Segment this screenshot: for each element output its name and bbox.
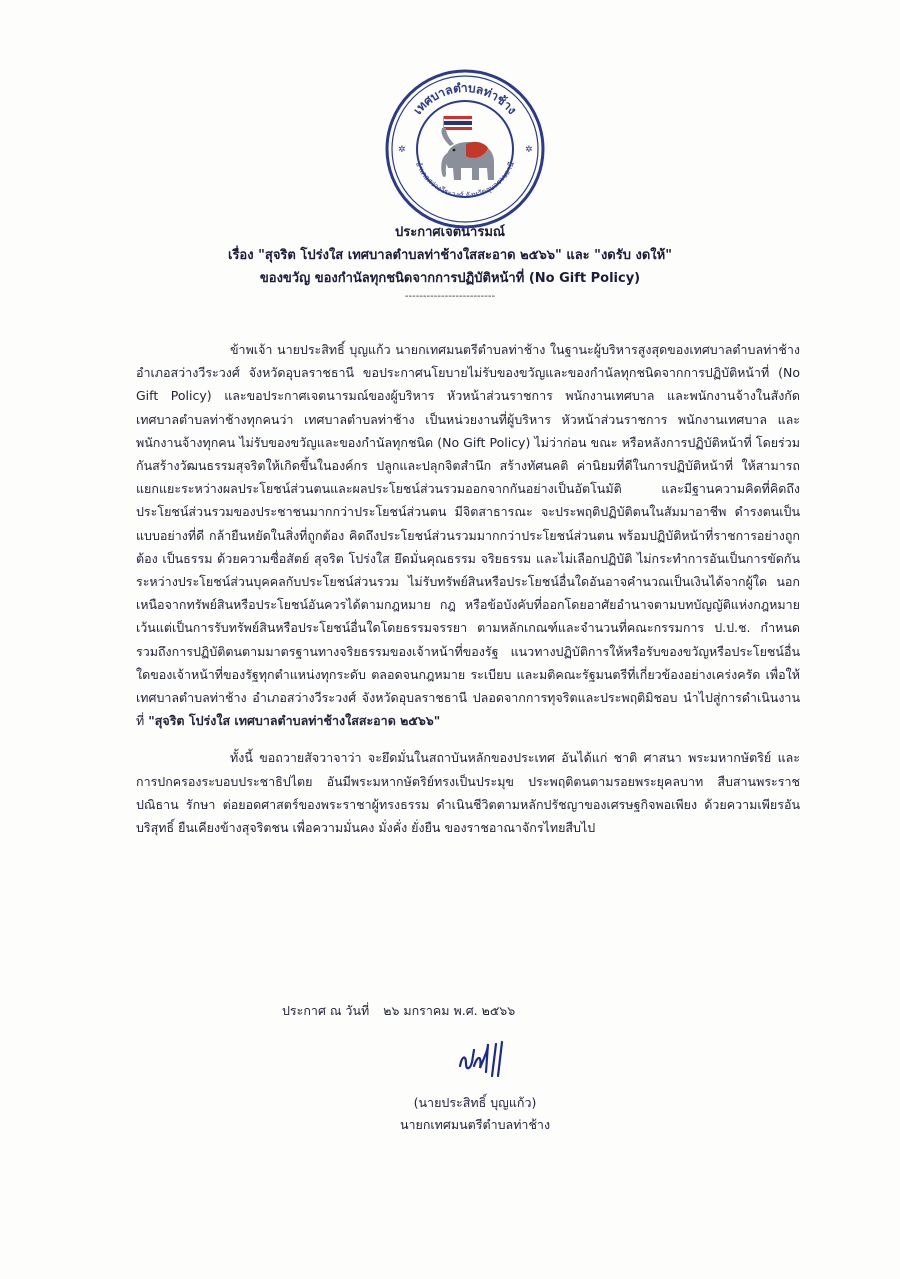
municipality-seal [384, 68, 546, 230]
seal-bottom-text: อำเภอสว่างวีระวงศ์ จังหวัดอุบลราชธานี [413, 160, 516, 200]
flag-icon [444, 116, 472, 138]
announcement-date: ๒๖ มกราคม พ.ศ. ๒๕๖๖ [383, 1003, 516, 1018]
elephant-icon [441, 128, 494, 180]
announcement-date-prefix: ประกาศ ณ วันที่ [282, 1003, 370, 1018]
announcement-body [136, 338, 800, 839]
announcement-date-line [282, 1001, 525, 1021]
announcement-subject-continued: ของขวัญ ของกำนัลทุกชนิดจากการปฏิบัติหน้าที่ (No Gift Policy) [259, 271, 641, 286]
campaign-slogan: "สุจริต โปร่งใส เทศบาลตำบลท่าช้างใสสะอาด ๒๕๖๖" [148, 713, 441, 729]
announcement-title: ประกาศเจตนารมณ์ [395, 225, 505, 240]
signer-name: (นายประสิทธิ์ บุญแก้ว) [413, 1095, 537, 1110]
paragraph-1-text: ข้าพเจ้า นายประสิทธิ์ บุญแก้ว นายกเทศมนตรีตำบลท่าช้าง ในฐานะผู้บริหารสูงสุดของเทศบาลตำบลท่าช้าง อำเภอสว่างวีระวงศ์ จังหวัดอุบลราชธานี ขอประกาศนโยบายไม่รับของขวัญและของกำนัลทุกชนิดจากการปฏิบัติหน้าที่ (No Gift Policy) และขอประกาศเจตนารมณ์ของผู้บริหาร หัวหน้าส่วนราชการ พนักงานเทศบาล และพนักงานจ้างในสังกัดเทศบาลตำบลท่าช้างทุกคนว่า เทศบาลตำบลท่าช้าง เป็นหน่วยงานที่ผู้บริหาร หัวหน้าส่วนราชการ พนักงานเทศบาล และพนักงานจ้างทุกคน ไม่รับของขวัญและของกำนัลทุกชนิด (No Gift Policy) ไม่ว่าก่อน ขณะ หรือหลังการปฏิบัติหน้าที่ โดยร่วมกันสร้างวัฒนธรรมสุจริตให้เกิดขึ้นในองค์กร ปลูกและปลุกจิตสำนึก สร้างทัศนคติ ค่านิยมที่ดีในการปฏิบัติหน้าที่ ให้สามารถแยกแยะระหว่างผลประโยชน์ส่วนตนและผลประโยชน์ส่วนรวมออกจากกันอย่างเป็นอัตโนมัติ และมีฐานความคิดที่คิดถึงประโยชน์ส่วนรวมของประชาชนมากกว่าประโยชน์ส่วนตน มีจิตสาธารณะ จะประพฤติปฏิบัติตนในสัมมาอาชีพ ดำรงตนเป็นแบบอย่างที่ดี กล้ายืนหยัดในสิ่งที่ถูกต้อง คิดถึงประโยชน์ส่วนรวมมากกว่าประโยชน์ส่วนตน พร้อมปฏิบัติหน้าที่ราชการอย่างถูกต้อง เป็นธรรม ด้วยความซื่อสัตย์ สุจริต โปร่งใส ยึดมั่นคุณธรรม จริยธรรม และไม่เลือกปฏิบัติ ไม่กระทำการอันเป็นการขัดกันระหว่างประโยชน์ส่วนบุคคลกับประโยชน์ส่วนรวม ไม่รับทรัพย์สินหรือประโยชน์อื่นใดอันอาจคำนวณเป็นเงินได้จากผู้ใด นอกเหนือจากทรัพย์สินหรือประโยชน์อันควรได้ตามกฎหมาย กฎ หรือข้อบังคับที่ออกโดยอาศัยอำนาจตามบทบัญญัติแห่งกฎหมาย เว้นแต่เป็นการรับทรัพย์สินหรือประโยชน์อื่นใดโดยธรรมจรรยา ตามหลักเกณฑ์และจำนวนที่คณะกรรมการ ป.ป.ช. กำหนด รวมถึงการปฏิบัติตนตามมาตรฐานทางจริยธรรมของเจ้าหน้าที่ของรัฐ แนวทางปฏิบัติการให้หรือรับของขวัญหรือประโยชน์อื่นใดของเจ้าหน้าที่ของรัฐทุกตำแหน่งทุกระดับ ตลอดจนกฎหมาย ระเบียบ และมติคณะรัฐมนตรีที่เกี่ยวข้องอย่างเคร่งครัด เพื่อให้เทศบาลตำบลท่าช้าง อำเภอสว่างวีระวงศ์ จังหวัดอุบลราชธานี ปลอดจากการทุจริตและประพฤติมิชอบ นำไปสู่การดำเนินงานที่ [136, 342, 800, 729]
signer-block [370, 1092, 580, 1136]
announcement-subject: เรื่อง "สุจริต โปร่งใส เทศบาลตำบลท่าช้างใสสะอาด ๒๕๖๖" และ "งดรับ งดให้" [228, 248, 672, 263]
seal-top-text: เทศบาลตำบลท่าช้าง [410, 80, 520, 117]
paragraph-1 [136, 338, 800, 732]
announcement-header [100, 221, 800, 304]
handwritten-signature [454, 1036, 514, 1082]
header-divider: ------------------------- [404, 291, 496, 302]
signer-title: นายกเทศมนตรีตำบลท่าช้าง [399, 1117, 551, 1132]
seal-star-right-icon: ✲ [525, 145, 533, 155]
seal-star-left-icon: ✲ [398, 145, 406, 155]
paragraph-2: ทั้งนี้ ขอถวายสัจวาจาว่า จะยึดมั่นในสถาบันหลักของประเทศ อันได้แก่ ชาติ ศาสนา พระมหากษัตริย์ และการปกครองระบอบประชาธิปไตย อันมีพระมหากษัตริย์ทรงเป็นประมุข ประพฤติตนตามรอยพระยุคลบาท สืบสานพระราชปณิธาน รักษา ต่อยอดศาสตร์ของพระราชาผู้ทรงธรรม ดำเนินชีวิตตามหลักปรัชญาของเศรษฐกิจพอเพียง ด้วยความเพียรอันบริสุทธิ์ ยืนเคียงข้างสุจริตชน เพื่อความมั่นคง มั่งคั่ง ยั่งยืน ของราชอาณาจักรไทยสืบไป [136, 750, 800, 836]
